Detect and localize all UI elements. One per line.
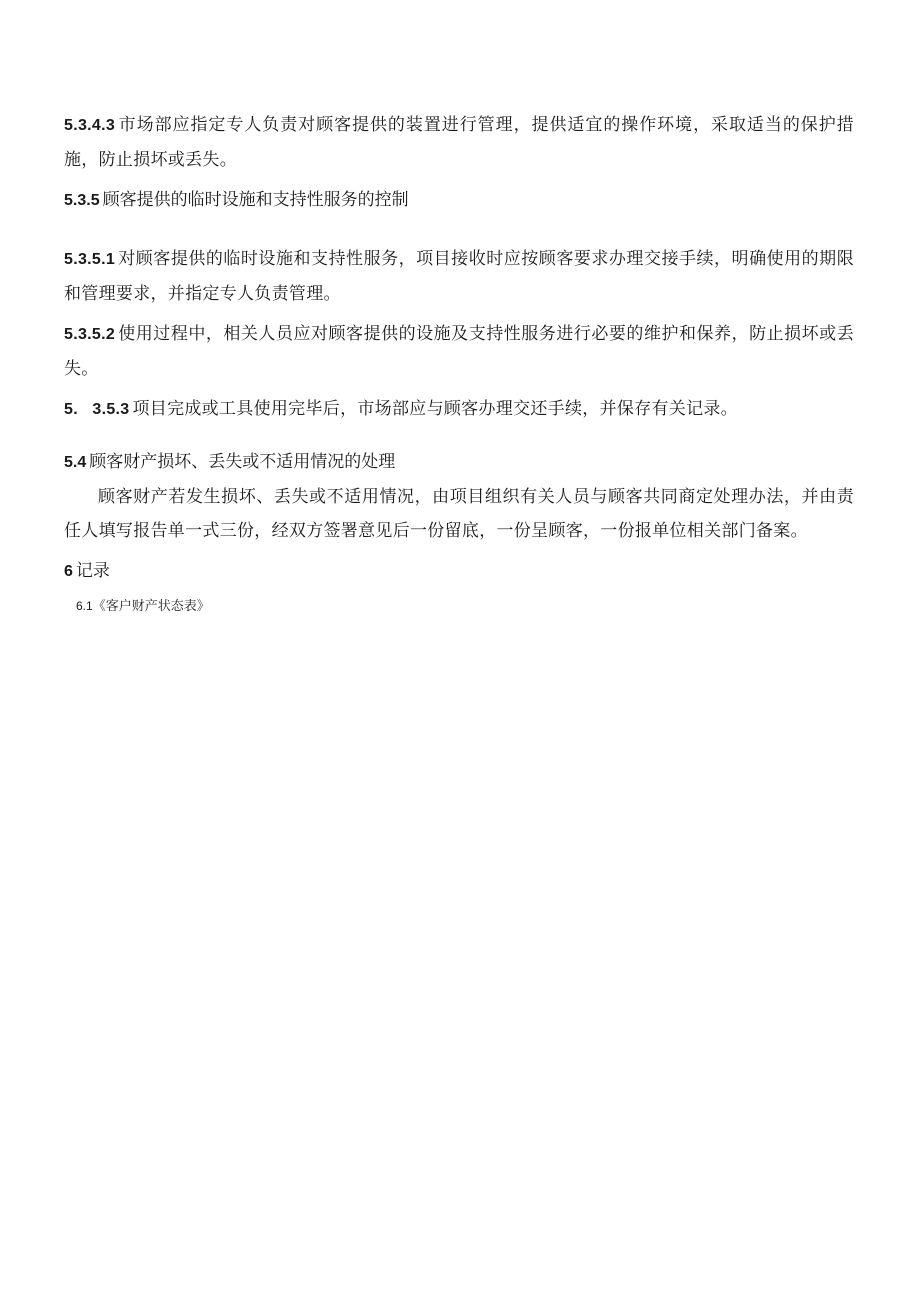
document-page — [64, 108, 854, 618]
clause-number-part-b: 3.5.3 — [92, 401, 130, 418]
clause-number-part-a: 5. — [64, 401, 78, 418]
record-item-6-1 — [76, 595, 854, 618]
heading-number: 5.4 — [64, 454, 87, 471]
heading-5-3-5 — [64, 183, 854, 218]
heading-number: 5.3.5 — [64, 192, 100, 209]
heading-text: 记录 — [75, 561, 110, 581]
clause-5-3-5-2 — [64, 317, 854, 386]
clause-text: 市场部应指定专人负责对顾客提供的装置进行管理，提供适宜的操作环境，采取适当的保护措施，防止损坏或丢失。 — [64, 115, 854, 170]
clause-5-3-4-3 — [64, 108, 854, 177]
heading-text: 顾客财产损坏、丢失或不适用情况的处理 — [89, 452, 396, 472]
clause-text: 对顾客提供的临时设施和支持性服务，项目接收时应按顾客要求办理交接手续，明确使用的期限和管理要求，并指定专人负责管理。 — [64, 249, 854, 304]
heading-number: 6 — [64, 563, 73, 580]
record-number: 6.1 — [76, 599, 93, 613]
section-5-4-body: 顾客财产若发生损坏、丢失或不适用情况，由项目组织有关人员与顾客共同商定处理办法，并由责任人填写报告单一式三份，经双方签署意见后一份留底，一份呈顾客，一份报单位相关部门备案。 — [64, 487, 854, 541]
clause-5-3-5-1 — [64, 242, 854, 311]
clause-number: 5.3.4.3 — [64, 117, 116, 134]
clause-number: 5.3.5.1 — [64, 251, 116, 268]
heading-text: 顾客提供的临时设施和支持性服务的控制 — [102, 190, 409, 210]
heading-6 — [64, 554, 854, 589]
clause-text: 使用过程中，相关人员应对顾客提供的设施及支持性服务进行必要的维护和保养，防止损坏或丢失。 — [64, 324, 854, 379]
clause-number: 5.3.5.2 — [64, 326, 116, 343]
record-title: 《客户财产状态表》 — [92, 599, 210, 614]
clause-text: 项目完成或工具使用完毕后，市场部应与顾客办理交还手续，并保存有关记录。 — [132, 399, 738, 419]
heading-5-4 — [64, 445, 854, 480]
clause-5-3-5-3 — [64, 392, 854, 427]
